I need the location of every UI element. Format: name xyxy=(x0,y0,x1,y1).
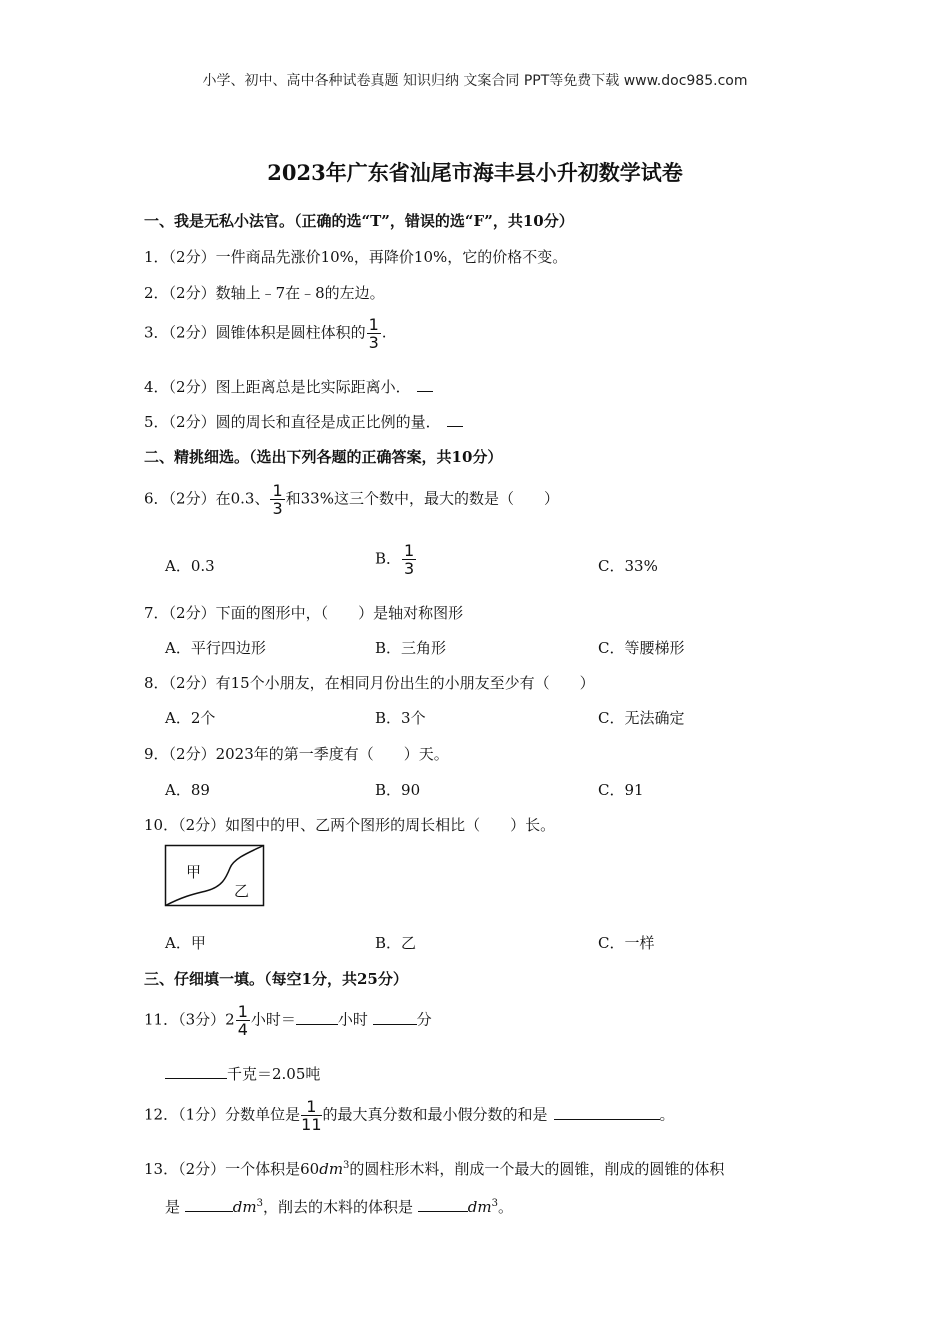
q8-option-c[interactable]: C．无法确定 xyxy=(598,709,685,727)
q6-option-a[interactable]: A．0.3 xyxy=(165,557,215,575)
q9-option-a[interactable]: A．89 xyxy=(165,781,210,799)
figure-label-yi: 乙 xyxy=(234,882,250,900)
q6-option-b-label: B． xyxy=(375,549,402,568)
q7-option-b[interactable]: B．三角形 xyxy=(375,639,447,657)
page-header: 小学、初中、高中各种试卷真题 知识归纳 文案合同 PPT等免费下载 www.doc985.com xyxy=(202,73,748,89)
fraction-one-third: $\frac{1}{3}$ xyxy=(404,541,415,578)
q10-option-c[interactable]: C．一样 xyxy=(598,934,655,952)
question-6-suffix: 和33%这三个数中，最大的数是（ ） xyxy=(285,489,559,508)
question-13-prefix: 13．（2分）一个体积是60 xyxy=(144,1160,320,1178)
question-6 xyxy=(144,482,559,517)
q10-option-b[interactable]: B．乙 xyxy=(375,934,417,952)
q8-option-a[interactable]: A．2个 xyxy=(165,709,216,727)
answer-blank-5[interactable] xyxy=(447,412,463,427)
perimeter-figure xyxy=(164,844,266,908)
unit-exponent: 3 xyxy=(256,1198,263,1209)
answer-blank-13a[interactable] xyxy=(185,1197,233,1212)
question-1: 1．（2分）一件商品先涨价10%，再降价10%，它的价格不变。 xyxy=(144,248,568,266)
section-1-title: 一、我是无私小法官。（正确的选“T”，错误的选“F”，共10分） xyxy=(144,212,574,230)
unit-dm: dm xyxy=(232,1198,257,1216)
question-11-prefix: 11．（3分）2 xyxy=(144,1010,235,1029)
section-2-title: 二、精挑细选。（选出下列各题的正确答案，共10分） xyxy=(144,448,503,466)
q6-option-c[interactable]: C．33% xyxy=(598,557,658,575)
question-11-line2-text: 千克＝2.05吨 xyxy=(227,1065,321,1083)
question-5 xyxy=(144,411,463,432)
unit-dm: dm xyxy=(467,1198,492,1216)
question-3-text: 3．（2分）圆锥体积是圆柱体积的 xyxy=(144,323,366,342)
unit-exponent: 3 xyxy=(491,1198,498,1209)
question-12-prefix: 12．（1分）分数单位是 xyxy=(144,1105,301,1124)
fraction-one-quarter: $\frac{1}{4}$ xyxy=(237,1002,248,1039)
question-4 xyxy=(144,376,433,397)
question-13-line2-end: 。 xyxy=(497,1198,513,1216)
q10-option-a[interactable]: A．甲 xyxy=(165,934,206,952)
question-13-line-2 xyxy=(165,1196,513,1217)
question-7: 7．（2分）下面的图形中，（ ）是轴对称图形 xyxy=(144,604,464,622)
question-4-text: 4．（2分）图上距离总是比实际距离小． xyxy=(144,378,411,396)
q7-option-a[interactable]: A．平行四边形 xyxy=(165,639,266,657)
question-13-suffix: 的圆柱形木料，削成一个最大的圆锥，削成的圆锥的体积 xyxy=(349,1160,725,1178)
question-11-mid2: 小时 xyxy=(337,1010,373,1029)
question-3 xyxy=(144,316,387,351)
fraction-one-third: $\frac{1}{3}$ xyxy=(272,481,283,518)
question-11 xyxy=(144,1003,432,1038)
question-12-end: 。 xyxy=(659,1105,675,1124)
answer-blank-11a[interactable] xyxy=(296,1010,338,1025)
q7-option-c[interactable]: C．等腰梯形 xyxy=(598,639,685,657)
question-11-mid1: 小时＝ xyxy=(250,1010,296,1029)
question-11-line-2 xyxy=(165,1063,320,1084)
q9-option-c[interactable]: C．91 xyxy=(598,781,644,799)
fraction-one-eleventh: $\frac{1}{11}$ xyxy=(301,1097,322,1134)
fraction-one-third: $\frac{1}{3}$ xyxy=(368,315,379,352)
q8-option-b[interactable]: B．3个 xyxy=(375,709,426,727)
page-title: 2023年广东省汕尾市海丰县小升初数学试卷 xyxy=(267,160,683,185)
question-12 xyxy=(144,1098,675,1133)
answer-blank-12[interactable] xyxy=(554,1105,660,1120)
q9-option-b[interactable]: B．90 xyxy=(375,781,421,799)
question-13 xyxy=(144,1158,724,1179)
answer-blank-11b[interactable] xyxy=(373,1010,417,1025)
answer-blank-13b[interactable] xyxy=(418,1197,468,1212)
question-13-line2-prefix: 是 xyxy=(165,1198,185,1216)
answer-blank-11c[interactable] xyxy=(165,1064,227,1079)
question-10: 10．（2分）如图中的甲、乙两个图形的周长相比（ ）长。 xyxy=(144,816,556,834)
question-13-line2-mid: ，削去的木料的体积是 xyxy=(262,1198,418,1216)
answer-blank-4[interactable] xyxy=(417,377,433,392)
unit-exponent: 3 xyxy=(343,1160,350,1171)
question-11-end: 分 xyxy=(416,1010,432,1029)
question-8: 8．（2分）有15个小朋友，在相同月份出生的小朋友至少有（ ） xyxy=(144,674,595,692)
q6-option-b[interactable] xyxy=(375,542,417,577)
figure-label-jia: 甲 xyxy=(186,863,202,881)
question-2: 2．（2分）数轴上﹣7在﹣8的左边。 xyxy=(144,284,385,302)
question-5-text: 5．（2分）圆的周长和直径是成正比例的量． xyxy=(144,413,441,431)
question-9: 9．（2分）2023年的第一季度有（ ）天。 xyxy=(144,745,449,763)
question-6-prefix: 6．（2分）在0.3、 xyxy=(144,489,270,508)
question-12-suffix: 的最大真分数和最小假分数的和是 xyxy=(322,1105,548,1124)
unit-dm: dm xyxy=(319,1160,344,1178)
question-3-suffix: . xyxy=(381,323,387,342)
section-3-title: 三、仔细填一填。（每空1分，共25分） xyxy=(144,970,408,988)
